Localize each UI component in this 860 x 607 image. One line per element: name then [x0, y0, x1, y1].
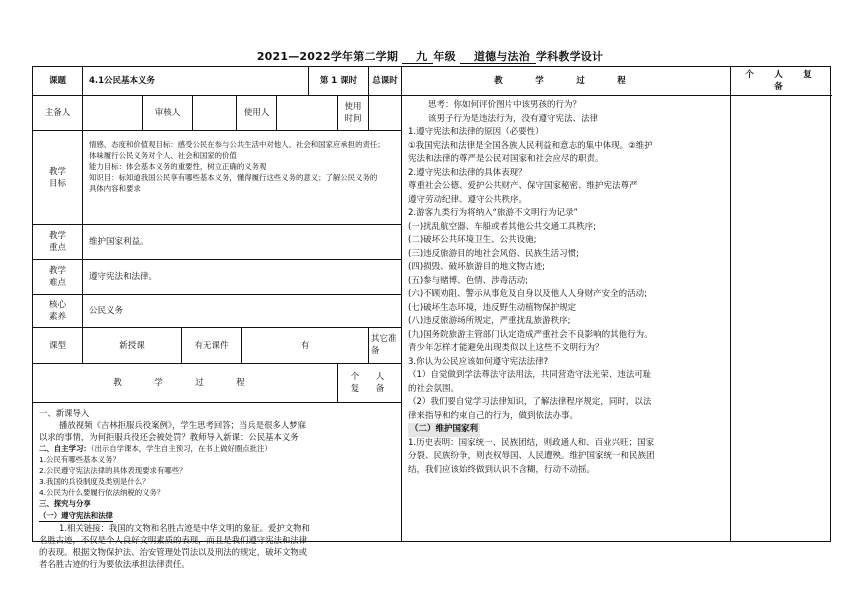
right-line-21: （1）自觉做到学法尊法守法用法，共同营造守法光荣、违法可耻 — [408, 370, 652, 380]
other-prep-label: 其它准备 — [369, 328, 402, 364]
goal-line-2: 体味履行公民义务对个人、社会和国家的价值 — [89, 151, 237, 160]
left-process-content — [33, 403, 402, 569]
right-line-4: ①我国宪法和法律是全国各族人民利益和意志的集中体现。②维护 — [408, 140, 653, 151]
right-review-column — [731, 96, 832, 541]
intro-title: 一、新课导入 — [39, 408, 90, 418]
subject-value: 道德与法治 — [460, 50, 536, 64]
goal-line-4: 知识目：标知道我国公民享有哪些基本义务，懂得履行这些义务的意义；了解公民义务的 — [89, 173, 378, 182]
core-value: 公民义务 — [83, 295, 402, 328]
lesson-plan-table — [32, 66, 833, 569]
right-line-26: 1.历史表明：国家统一、民族团结，则政通人和、百业兴旺；国家 — [408, 437, 655, 448]
right-line-15: (六)不顾劝阻、警示从事危及自身以及他人人身财产安全的活动; — [408, 289, 647, 299]
right-line-13: (四)损毁、破坏旅游目的地文物古迹; — [408, 262, 545, 272]
right-line-14: (五)参与赌博、色情、涉毒活动; — [408, 275, 528, 286]
right-line-20: 3.你认为公民应该如何遵守宪法法律? — [408, 356, 549, 367]
use-time-value — [369, 96, 402, 131]
question-1: 1.公民有哪些基本义务？ — [39, 455, 120, 464]
grade-text: 年级 — [433, 50, 456, 63]
intro-text-1: 播放视频《吉林拒服兵役案例》，学生思考回答；当兵是很多人梦寐 — [59, 420, 307, 430]
right-line-12: (三)违反旅游目的地社会风俗、民族生活习惯; — [408, 248, 579, 259]
section-highlight: （二）维护国家利 — [408, 423, 480, 437]
courseware-value: 有 — [242, 328, 369, 364]
goal-line-3: 能力目标：体会基本义务的重要性，树立正确的义务观 — [89, 162, 267, 171]
school-year: 2021—2022 — [256, 50, 331, 63]
left-process-header: 教 学 过 程 — [33, 364, 338, 403]
right-line-22: 的社会氛围。 — [408, 383, 460, 394]
right-line-5: 宪法和法律的尊严是公民对国家和社会应尽的职责。 — [408, 154, 604, 164]
right-line-17: (八)违反旅游场所规定，严重扰乱旅游秩序; — [408, 316, 571, 326]
question-2: 2.公民遵守宪法法律的具体表现要求有哪些？ — [39, 466, 187, 475]
question-3: 3.我国的兵役制度及类别是什么？ — [39, 477, 150, 486]
term-text: 学年第二学期 — [330, 50, 399, 63]
right-line-11: (二)破坏公共环境卫生、公共设施; — [408, 235, 537, 245]
total-lessons-label: 总课时 — [369, 67, 402, 96]
self-study-row — [39, 443, 395, 454]
topic-label: 课题 — [33, 67, 83, 96]
right-line-27: 分裂、民族纷争，则丧权辱国、人民遭殃。维护国家统一和民族团 — [408, 451, 655, 461]
preparer-label: 主备人 — [33, 96, 83, 131]
right-line-6: 2.遵守宪法和法律的具体表现？ — [408, 167, 527, 178]
courseware-label: 有无课件 — [182, 328, 242, 364]
right-line-19: 青少年怎样才能避免出现类似以上这些不文明行为？ — [408, 343, 604, 353]
explore-title: 三、探究与分享 — [39, 499, 91, 508]
self-study-title: 二、自主学习： — [39, 444, 91, 453]
explore-paragraph-1: 1.相关链接：我国的文物和名胜古迹是中华文明的象征。爱护文物和 — [59, 523, 310, 533]
explore-paragraph-4: 者名胜古迹的行为要依法承担法律责任。 — [39, 559, 190, 569]
right-line-10: (一)扰乱航空器、车船或者其他公共交通工具秩序; — [408, 221, 596, 232]
right-line-7: 尊重社会公德、爱护公共财产、保守国家秘密、维护宪法尊严 — [408, 181, 638, 191]
question-4: 4.公民为什么要履行依法纳税的义务？ — [39, 488, 165, 497]
right-line-1: 思考：你如何评价图片中该男孩的行为？ — [428, 100, 582, 110]
right-line-8: 遵守劳动纪律、遵守公共秩序。 — [408, 194, 528, 205]
difficulty-value: 遵守宪法和法律。 — [83, 260, 402, 295]
reviewer-value — [193, 96, 237, 131]
type-value: 新授课 — [83, 328, 182, 364]
right-review-header: 个 人 复 备 — [731, 67, 832, 96]
right-line-16: (七)破坏生态环境，违反野生动植物保护规定 — [408, 302, 577, 313]
left-review-header: 个 人 复 备 — [338, 364, 402, 403]
right-process-header: 教 学 过 程 — [402, 67, 731, 96]
explore-paragraph-3: 的表现。根据文物保护法、治安管理处罚法以及刑法的规定，破坏文物或 — [39, 547, 307, 557]
goals-label: 教学目标 — [33, 131, 83, 225]
intro-text-2: 以求的事情，为何拒服兵役还会被处罚？教师导入新课：公民基本义务 — [39, 432, 299, 442]
right-line-3: 1.遵守宪法和法律的原因（必要性） — [408, 127, 544, 137]
right-line-23: （2）我们要自觉学习法律知识，了解法律程序规定，同时，以法 — [408, 397, 652, 407]
goal-line-1: 情感、态度和价值观目标：感受公民在参与公共生活中对他人、社会和国家应承担的责任； — [89, 140, 385, 149]
right-line-28: 结，我们应该始终做到认识不含糊，行动不动摇。 — [408, 464, 596, 475]
grade-value: 九 — [402, 50, 433, 64]
design-text: 学科教学设计 — [535, 50, 604, 63]
document-header — [0, 48, 860, 64]
reviewer-label: 审核人 — [143, 96, 193, 131]
type-label: 课型 — [33, 328, 83, 364]
focus-label: 教学重点 — [33, 225, 83, 260]
goal-line-5: 具体内容和要求 — [89, 184, 141, 193]
explore-paragraph-2: 名胜古迹，不仅是个人良好文明素质的表现，而且是我们遵守宪法和法律 — [39, 535, 307, 545]
right-line-24: 律来指导和约束自己的行为，做到依法办事。 — [408, 410, 579, 421]
topic-value: 4.1公民基本义务 — [83, 67, 309, 96]
right-process-content — [402, 96, 731, 541]
core-label: 核心素养 — [33, 295, 83, 328]
preparer-value — [83, 96, 143, 131]
self-study-note: （出示自学课本，学生自主预习，在书上做好圈点批注） — [90, 444, 272, 453]
explore-subtitle: （一）遵守宪法和法律 — [39, 511, 113, 520]
difficulty-label: 教学难点 — [33, 260, 83, 295]
lesson-number: 第 1 课时 — [309, 67, 369, 96]
right-section-heading — [408, 423, 724, 437]
right-line-9: 2.游客九类行为将纳入“旅游不文明行为记录” — [408, 208, 578, 218]
right-line-18: (九)国务院旅游主管部门认定造成严重社会不良影响的其他行为。 — [408, 329, 653, 340]
use-time-label: 使用时间 — [338, 96, 369, 131]
goals-content — [83, 131, 402, 225]
focus-value: 维护国家利益。 — [83, 225, 402, 260]
user-label: 使用人 — [237, 96, 277, 131]
user-value — [277, 96, 338, 131]
right-line-2: 该男子行为是违法行为，没有遵守宪法、法律 — [428, 113, 599, 124]
